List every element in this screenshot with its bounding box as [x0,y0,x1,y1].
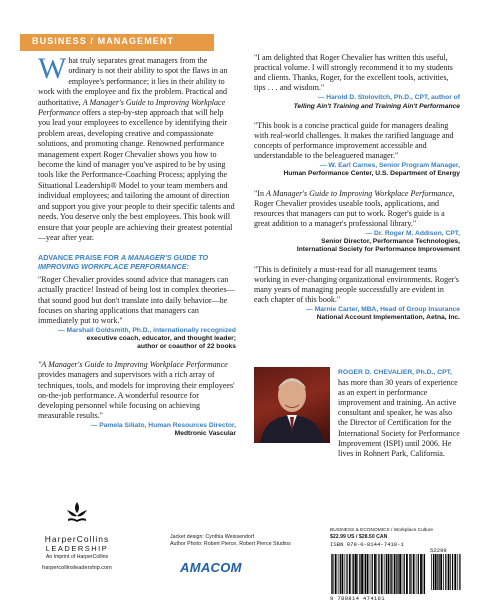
quote-author: — Pamela Siliato, Human Resources Director, [90,421,236,429]
barcode-bar [370,554,371,594]
barcode-digits: 9 780814 474181 [330,595,385,602]
praise-quote [254,53,460,111]
barcode-bar [346,554,347,594]
isbn-label: ISBN 978-0-8144-7418-1 [330,541,404,549]
quote-body: , Roger Chevalier provides useable tools, applications, and resources that managers can put to work. Roger's guide is a great addition to a manager's professional library." [254,188,455,228]
category-label: BUSINESS / MANAGEMENT [32,36,175,46]
barcode-bar [418,554,419,594]
intro-text-1: hat truly separates great managers from the ordinary is not their ability to spot the flaws in an employee's performance; it lies in their ability to work with the employee and fix the problem. Practical and authoritative, [38,56,228,107]
intro-text-2: offers a step-by-step approach that will help you lead your employees to excellence by identifying their problem areas, developing creative and compassionate solutions, and promoting change. Renowned performance management expert Roger Chevalier shows you how to become the kind of manager you've aspired to be by using tools like the Performance-Coaching Process; applying the Situational Leadership® Model to your team members and individual employees; and tailoring the amount of direction and support you give your people to their specific talents and needs. You deserve only the best employees. This book will ensure that your people are achieving their greatest potential—year after year. [38,108,235,242]
praise-quote [254,121,460,179]
barcode-bar [452,554,453,590]
quote-text: "Roger Chevalier provides sound advice that managers can actually practice! Instead of being lost in complex theories—that sound good but don't translate into daily behavior—he focuses on sharing applications that managers can immediately put to work." [38,275,235,325]
barcode-bar [381,554,383,594]
advance-praise-title: A MANAGER'S GUIDE TO IMPROVING WORKPLACE PERFORMANCE: [38,253,209,272]
barcode-bar [367,554,369,594]
imprint-logo: AMACOM [180,560,242,575]
barcode-bar [402,554,403,594]
publisher-imprint-name: LEADERSHIP [45,544,109,553]
quote-author-role: Human Performance Center, U.S. Department of Energy [283,170,460,178]
author-bio-text: has more than 30 years of experience as an expert in performance improvement and training. An active consultant and speaker, he was also the Director of Certification for the International Society for Performance Improvement (ISPI) until 2006. He lives in Rohnert Park, California. [338,378,460,458]
design-credits [170,534,291,548]
author-photo [254,367,330,443]
barcode-bar [448,554,450,590]
barcode-bar [431,554,432,590]
barcode-bar [394,554,396,594]
publisher-website: harpercollinsleadership.com [42,565,112,571]
left-column [38,52,236,438]
quote-attribution [38,327,236,352]
barcode-bar [440,554,442,590]
quote-author-role: Telling Ain't Training and Training Ain't Performance [293,102,460,110]
quote-author-role: Senior Director, Performance Technologies, International Society for Performance Improvement [296,238,460,254]
barcode-bar [359,554,360,594]
quote-attribution [254,162,460,178]
barcode-bar [399,554,401,594]
publisher-imprint-note: An Imprint of HarperCollins [45,554,109,560]
barcode-bar [338,554,339,594]
quote-attribution [254,94,460,110]
jacket-credit: Jacket design: Cynthia Weissendorf [170,534,255,540]
barcode-bar [443,554,444,590]
barcode-bar [376,554,377,594]
quote-author: — Marshall Goldsmith, Ph.D., internationally recognized [58,326,236,334]
intro-paragraph [38,52,236,243]
quote-author-role: executive coach, educator, and thought leader; author or coauthor of 22 books [86,334,236,351]
barcode-bar [340,554,341,594]
barcode-bar [364,554,365,594]
quote-book-title: A Manager's Guide to Improving Workplace Performance [266,188,453,198]
price-supplement-number: 52299 [430,547,447,554]
praise-quote [38,275,236,351]
barcode-bar [396,554,397,594]
advance-praise-prefix: ADVANCE PRAISE FOR [38,253,121,263]
quote-book-title: "A Manager's Guide to Improving Workplace Performance [38,360,228,370]
barcode-bar [420,554,422,594]
barcode-bar [349,554,351,594]
barcode-bar [384,554,385,594]
isbn-barcode [330,554,426,594]
barcode-bar [352,554,353,594]
quote-author: — Harold D. Stolovitch, Ph.D., CPT, author of [317,94,460,102]
barcode-bar [388,554,390,594]
publisher-name: HarperCollins [44,534,110,544]
barcode-bar [365,554,366,594]
quote-text: "This is definitely a must-read for all management teams working in ever-changing organizational environments. Roger's many years of managing people successfully are evident in each chapter of this book." [254,264,459,304]
author-bio [338,367,462,459]
quote-author: — Dr. Roger M. Addison, CPT, [365,229,460,237]
quote-text [38,360,236,421]
quote-author-role: Medtronic Vascular [174,430,236,438]
quote-text: "I am delighted that Roger Chevalier has written this useful, practical volume. I will strongly recommend it to my students and clients. Thanks, Roger, for the excellent tools, activities, tips . . . and wisdom." [254,53,453,93]
barcode-bar [406,554,408,594]
price-label: $22.99 US / $28.50 CAN [330,534,388,540]
barcode-bar [433,554,434,590]
barcode-bar [361,554,363,594]
barcode-bar [357,554,358,594]
quote-attribution [254,306,460,322]
barcode-bar [386,554,387,594]
praise-quote [38,360,236,438]
barcode-bar [342,554,344,594]
bisac-category: BUSINESS & ECONOMICS / Workplace Culture [330,528,434,533]
praise-quote [254,189,460,255]
barcode-bar [391,554,392,594]
right-column [254,53,460,322]
barcode-bar [378,554,379,594]
barcode-bar [410,554,411,594]
barcode-bar [454,554,456,590]
barcode-bar [435,554,437,590]
quote-author: — Marnie Carter, MBA, Head of Group Insurance [306,305,460,313]
quote-author-role: National Account Implementation, Aetna, Inc. [316,314,460,322]
barcode-bar [413,554,415,594]
quote-body: provides managers and supervisors with a rich array of techniques, tools, and models for improving their employees' on-the-job performance. A wonderful resource for developing personnel while focusing on achieving measurable results." [38,370,235,420]
quote-attribution [254,230,460,255]
quote-attribution [38,422,236,438]
author-name: ROGER D. CHEVALIER, Ph.D., CPT, [338,369,452,376]
fire-and-water-icon [64,500,90,526]
barcode-bar [372,554,373,594]
barcode-bar [438,554,439,590]
publisher-logo [22,500,132,571]
barcode-bar [374,554,376,594]
barcode-bar [457,554,458,590]
barcode-bar [459,554,460,590]
barcode-bar [331,554,332,594]
barcode-bar [355,554,357,594]
category-banner [20,34,214,51]
barcode-bar [404,554,405,594]
barcode-bar [390,554,391,594]
barcode-bar [409,554,410,594]
dropcap-letter: W [38,52,67,85]
barcode-bar [437,554,438,590]
barcode-bar [424,554,425,594]
barcode-bar [335,554,337,594]
price-supplement-barcode [430,554,462,590]
quote-author: — W. Earl Carnes, Senior Program Manager, [319,162,460,170]
photo-credit: Author Photo: Robert Pierce, Robert Pierce Studios [170,541,291,547]
barcode-bar [450,554,451,590]
barcode-bar [345,554,346,594]
barcode-bar [397,554,398,594]
quote-text [254,189,460,229]
barcode-bar [423,554,424,594]
advance-praise-heading [38,253,236,271]
intro-book-title: A Manager's Guide to Improving Workplace Performance [38,97,226,118]
barcode-bar [353,554,354,594]
barcode-bar [445,554,446,590]
quote-prefix: "In [254,188,266,198]
barcode-bar [416,554,417,594]
barcode-block [330,528,466,602]
barcode-bar [332,554,333,594]
quote-text: "This book is a concise practical guide for managers dealing with real-world challenges. It makes the rarified language and concepts of performance improvement accessible and understandable to the beleaguered manager." [254,120,454,161]
author-portrait-icon [254,367,330,443]
praise-quote [254,265,460,323]
